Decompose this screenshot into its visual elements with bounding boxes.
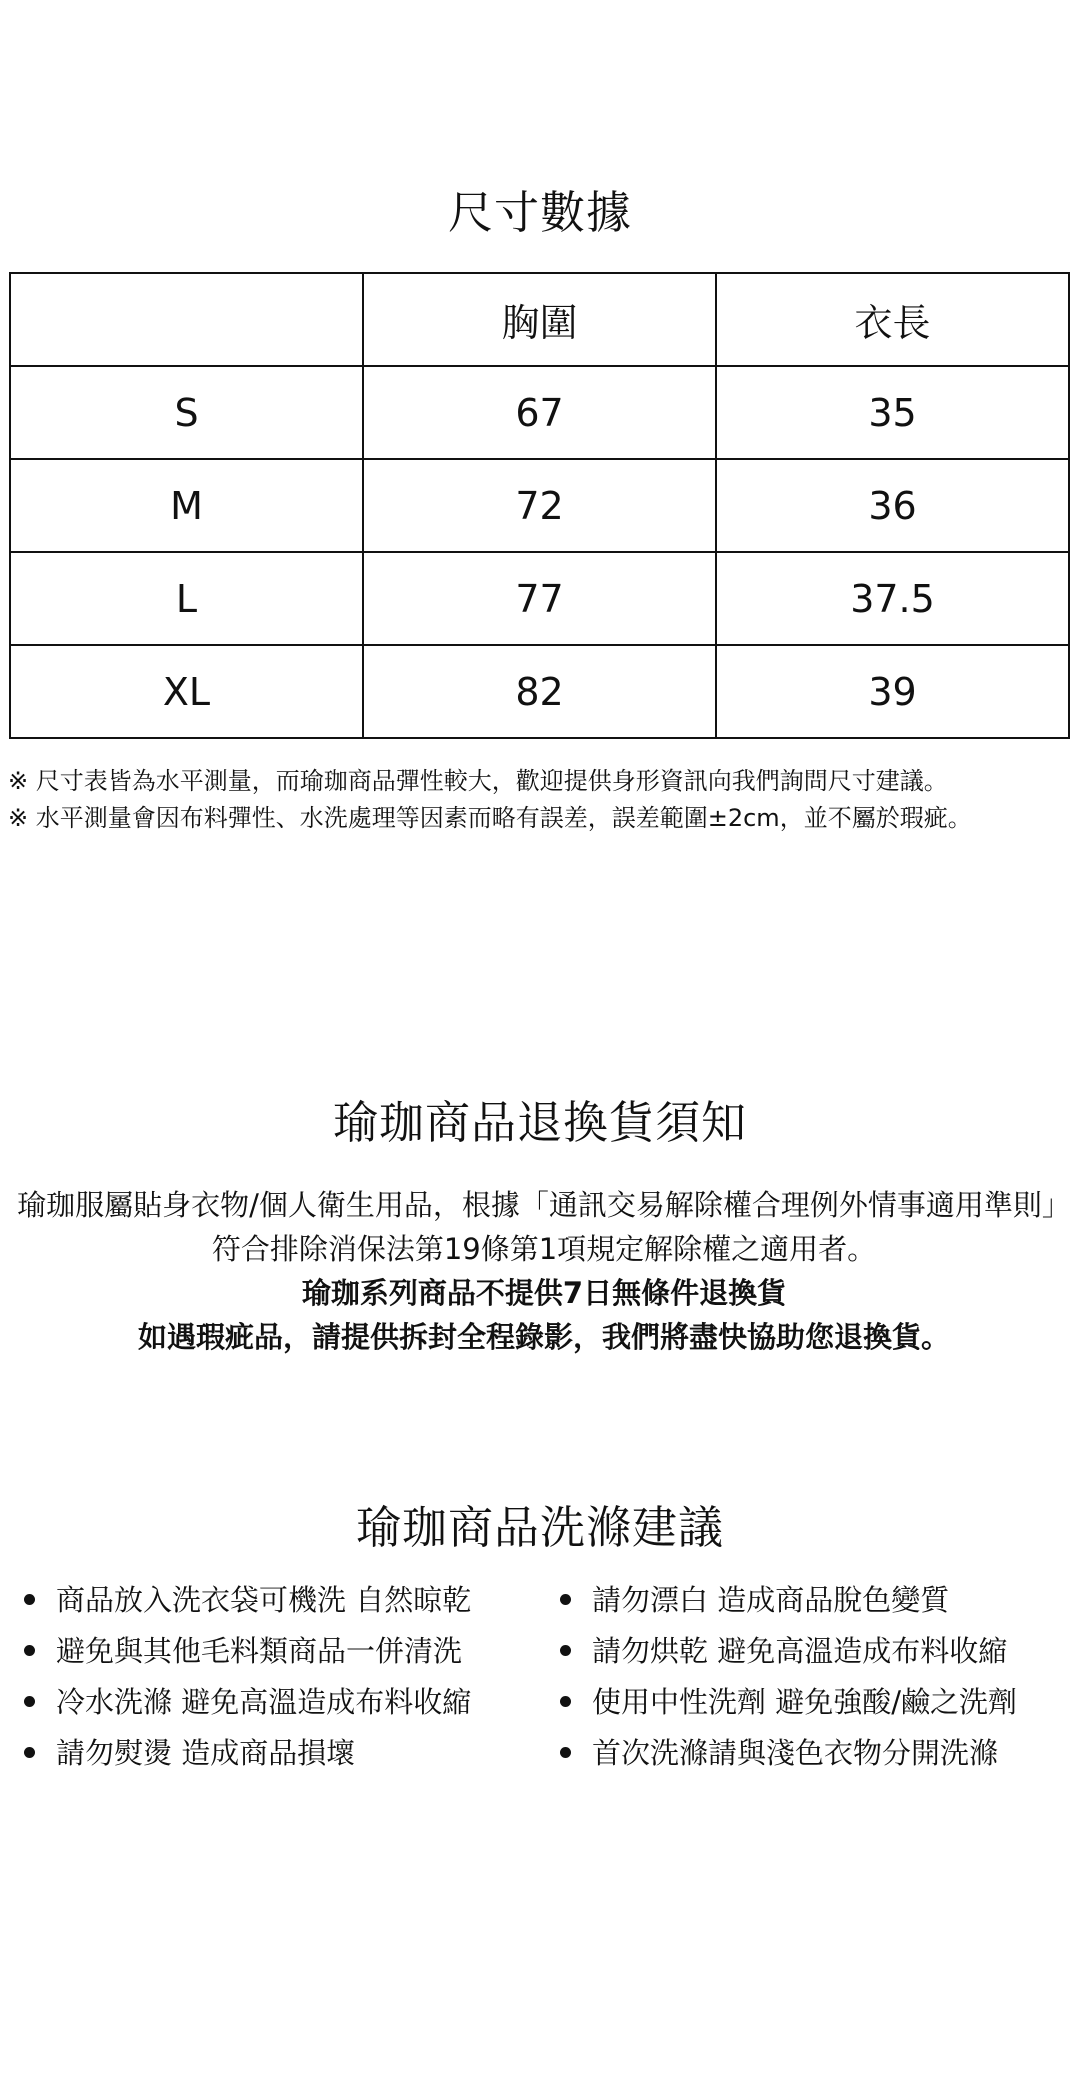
bullet-icon [560, 1594, 571, 1605]
return-policy-body [14, 1183, 1074, 1359]
table-cell: 36 [716, 459, 1069, 552]
wash-item-text: 避免與其他毛料類商品一併清洗 [56, 1634, 463, 1668]
table-header-cell: 胸圍 [363, 273, 716, 366]
table-row [10, 645, 1069, 738]
wash-list-left [24, 1575, 471, 1779]
bullet-icon [560, 1747, 571, 1758]
wash-item-text: 使用中性洗劑 避免強酸/鹼之洗劑 [592, 1685, 1017, 1719]
table-cell: L [10, 552, 363, 645]
return-section-title: 瑜珈商品退換貨須知 [332, 1096, 747, 1149]
size-table [9, 272, 1070, 739]
size-note: ※ 尺寸表皆為水平測量，而瑜珈商品彈性較大，歡迎提供身形資訊向我們詢問尺寸建議。 [8, 767, 948, 795]
wash-item-text: 請勿熨燙 造成商品損壞 [56, 1736, 356, 1770]
table-cell: 82 [363, 645, 716, 738]
table-header-cell: 衣長 [716, 273, 1069, 366]
table-row [10, 366, 1069, 459]
table-header-cell [10, 273, 363, 366]
list-item [560, 1626, 1017, 1677]
table-row [10, 459, 1069, 552]
wash-item-text: 商品放入洗衣袋可機洗 自然晾乾 [56, 1583, 472, 1617]
table-cell: 67 [363, 366, 716, 459]
table-cell: 72 [363, 459, 716, 552]
list-item [24, 1728, 471, 1779]
size-notes [8, 763, 1078, 837]
return-policy-bold-line: 瑜珈系列商品不提供7日無條件退換貨 [301, 1276, 787, 1310]
table-cell: 35 [716, 366, 1069, 459]
table-cell: 37.5 [716, 552, 1069, 645]
table-row [10, 552, 1069, 645]
bullet-icon [560, 1696, 571, 1707]
table-header-row [10, 273, 1069, 366]
wash-item-text: 首次洗滌請與淺色衣物分開洗滌 [592, 1736, 999, 1770]
list-item [560, 1677, 1017, 1728]
return-policy-paragraph: 瑜珈服屬貼身衣物/個人衛生用品，根據「通訊交易解除權合理例外情事適用準則」符合排除消保法第19條第1項規定解除權之適用者。 [17, 1188, 1071, 1266]
table-cell: 39 [716, 645, 1069, 738]
bullet-icon [24, 1696, 35, 1707]
bullet-icon [24, 1594, 35, 1605]
wash-list-right [560, 1575, 1017, 1779]
list-item [24, 1575, 471, 1626]
size-section-title: 尺寸數據 [447, 186, 632, 239]
wash-item-text: 請勿烘乾 避免高溫造成布料收縮 [592, 1634, 1008, 1668]
bullet-icon [24, 1645, 35, 1656]
list-item [24, 1626, 471, 1677]
return-policy-bold-line: 如遇瑕疵品，請提供拆封全程錄影，我們將盡快協助您退換貨。 [137, 1320, 950, 1354]
list-item [560, 1575, 1017, 1626]
table-cell: S [10, 366, 363, 459]
table-cell: M [10, 459, 363, 552]
bullet-icon [560, 1645, 571, 1656]
table-cell: 77 [363, 552, 716, 645]
wash-section-title: 瑜珈商品洗滌建議 [355, 1501, 724, 1554]
wash-item-text: 冷水洗滌 避免高溫造成布料收縮 [56, 1685, 472, 1719]
table-cell: XL [10, 645, 363, 738]
wash-item-text: 請勿漂白 造成商品脫色變質 [592, 1583, 950, 1617]
list-item [24, 1677, 471, 1728]
size-note: ※ 水平測量會因布料彈性、水洗處理等因素而略有誤差，誤差範圍±2cm，並不屬於瑕疵。 [8, 804, 972, 832]
list-item [560, 1728, 1017, 1779]
bullet-icon [24, 1747, 35, 1758]
